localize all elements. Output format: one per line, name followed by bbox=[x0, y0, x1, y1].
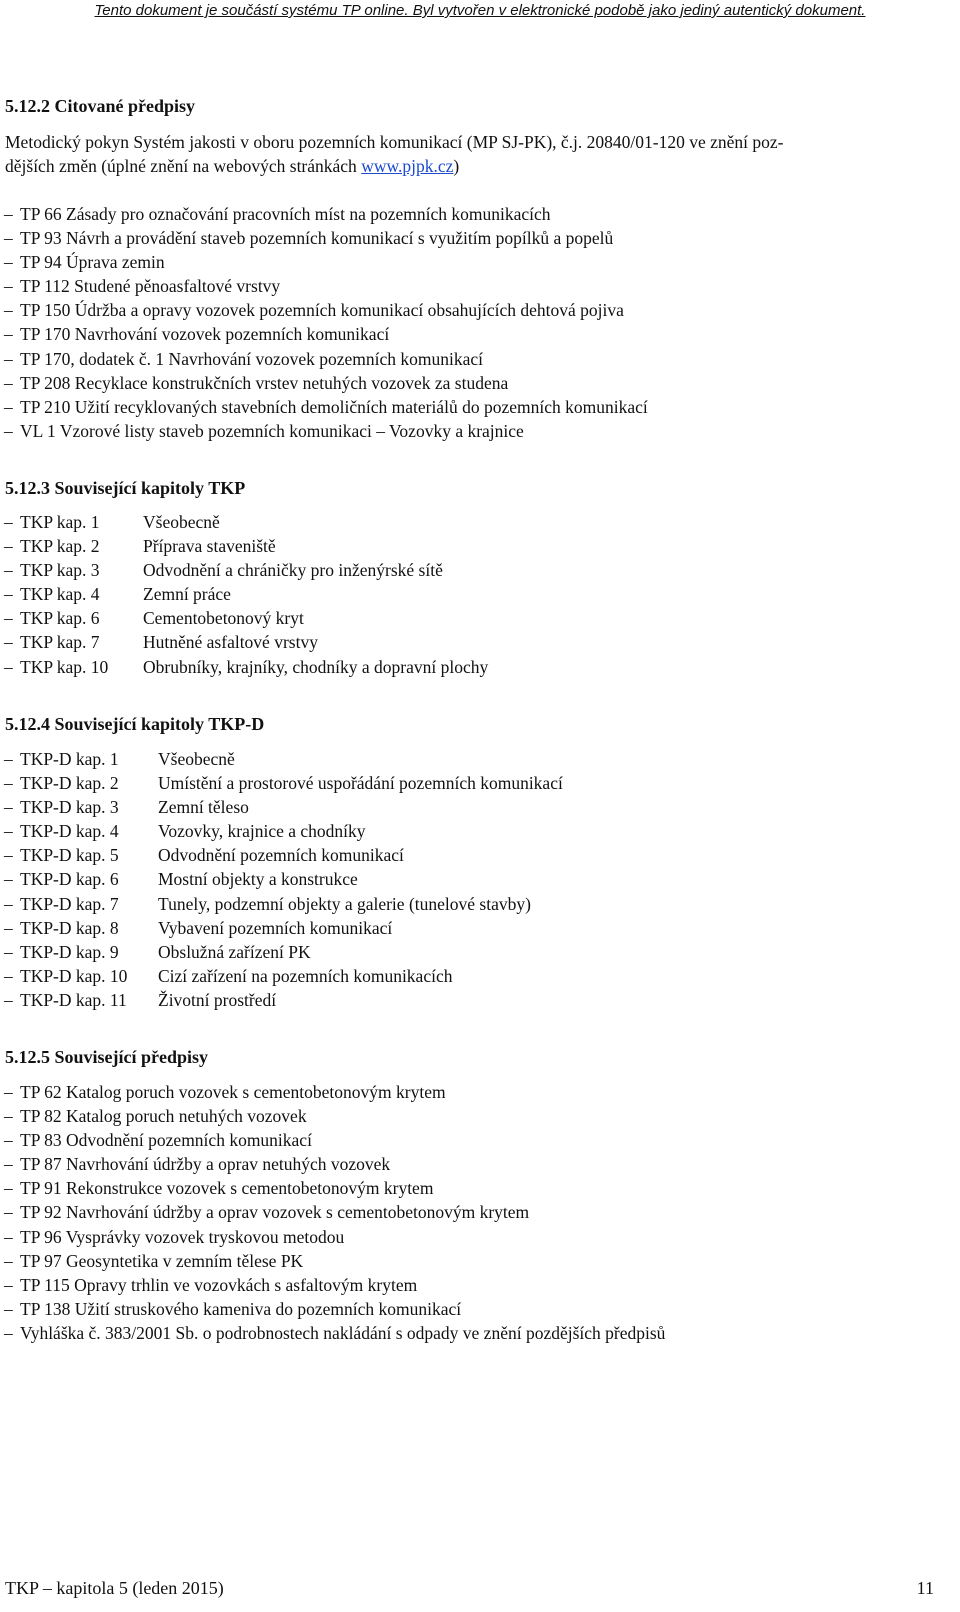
list-item: – TP 150 Údržba a opravy vozovek pozemních komunikací obsahujících dehtová pojiva bbox=[0, 298, 648, 322]
list-item bbox=[0, 606, 304, 630]
footer-page-number: 11 bbox=[916, 1578, 934, 1598]
chapter-title: Příprava staveniště bbox=[143, 536, 276, 557]
intro-text-a: Metodický pokyn Systém jakosti v oboru pozemních komunikací (MP SJ-PK), č.j. 20840/01-120 ve znění poz- bbox=[5, 132, 784, 152]
list-item: – TP 115 Opravy trhlin ve vozovkách s asfaltovým krytem bbox=[0, 1273, 665, 1297]
chapter-code: TKP-D kap. 11 bbox=[20, 989, 127, 1010]
chapter-code: TKP kap. 7 bbox=[20, 632, 100, 653]
section-heading-cited-regulations: 5.12.2 Citované předpisy bbox=[5, 96, 196, 116]
chapter-title: Vybavení pozemních komunikací bbox=[158, 917, 393, 938]
list-item bbox=[0, 988, 277, 1012]
list-item bbox=[0, 630, 318, 654]
list-item bbox=[0, 867, 358, 891]
chapter-code: TKP-D kap. 8 bbox=[20, 917, 119, 938]
section-heading-related-tkp: 5.12.3 Související kapitoly TKP bbox=[5, 478, 246, 498]
chapter-title: Vozovky, krajnice a chodníky bbox=[158, 821, 366, 842]
list-item bbox=[0, 892, 531, 916]
intro-text-c: ) bbox=[453, 156, 460, 176]
chapter-code: TKP-D kap. 4 bbox=[20, 821, 119, 842]
chapter-code: TKP-D kap. 9 bbox=[20, 941, 119, 962]
list-item: – TP 112 Studené pěnoasfaltové vrstvy bbox=[0, 274, 648, 298]
list-item: – TP 94 Úprava zemin bbox=[0, 250, 648, 274]
chapter-code: TKP kap. 6 bbox=[20, 608, 100, 629]
chapter-title: Obrubníky, krajníky, chodníky a dopravní plochy bbox=[143, 656, 489, 677]
list-item bbox=[0, 558, 443, 582]
list-item bbox=[0, 534, 276, 558]
list-item: – TP 170 Navrhování vozovek pozemních komunikací bbox=[0, 322, 648, 346]
chapter-code: TKP-D kap. 5 bbox=[20, 845, 119, 866]
chapter-title: Odvodnění a chráničky pro inženýrské sítě bbox=[143, 560, 443, 581]
chapter-title: Umístění a prostorové uspořádání pozemních komunikací bbox=[158, 773, 563, 794]
chapter-code: TKP-D kap. 2 bbox=[20, 773, 119, 794]
related-tkp-list bbox=[0, 510, 489, 679]
chapter-code: TKP kap. 10 bbox=[20, 656, 109, 677]
chapter-title: Odvodnění pozemních komunikací bbox=[158, 845, 404, 866]
intro-paragraph bbox=[5, 130, 905, 178]
related-tkp-d-list bbox=[0, 747, 563, 1012]
list-item: – TP 138 Užití struskového kameniva do pozemních komunikací bbox=[0, 1297, 665, 1321]
section-heading-related-regulations: 5.12.5 Související předpisy bbox=[5, 1047, 209, 1067]
list-item: – TP 208 Recyklace konstrukčních vrstev netuhých vozovek za studena bbox=[0, 371, 648, 395]
chapter-code: TKP-D kap. 7 bbox=[20, 893, 119, 914]
list-item: – TP 82 Katalog poruch netuhých vozovek bbox=[0, 1104, 665, 1128]
list-item: – TP 66 Zásady pro označování pracovních míst na pozemních komunikacích bbox=[0, 202, 648, 226]
list-item bbox=[0, 964, 453, 988]
related-regulations-list bbox=[0, 1080, 665, 1345]
chapter-code: TKP-D kap. 6 bbox=[20, 869, 119, 890]
chapter-title: Životní prostředí bbox=[158, 989, 277, 1010]
chapter-title: Hutněné asfaltové vrstvy bbox=[143, 632, 318, 653]
chapter-title: Mostní objekty a konstrukce bbox=[158, 869, 358, 890]
list-item bbox=[0, 940, 311, 964]
chapter-code: TKP-D kap. 1 bbox=[20, 749, 119, 769]
list-item bbox=[0, 843, 404, 867]
chapter-code: TKP-D kap. 3 bbox=[20, 797, 119, 818]
list-item: – Vyhláška č. 383/2001 Sb. o podrobnostech nakládání s odpady ve znění pozdějších předpisů bbox=[0, 1321, 665, 1345]
list-item: – TP 96 Vysprávky vozovek tryskovou metodou bbox=[0, 1225, 665, 1249]
footer-document-title: TKP – kapitola 5 (leden 2015) bbox=[5, 1578, 224, 1598]
chapter-code: TKP kap. 4 bbox=[20, 584, 100, 605]
section-heading-related-tkp-d: 5.12.4 Související kapitoly TKP-D bbox=[5, 714, 265, 734]
website-link[interactable]: www.pjpk.cz bbox=[361, 156, 454, 176]
list-item bbox=[0, 582, 231, 606]
list-item bbox=[0, 795, 249, 819]
list-item bbox=[0, 655, 489, 679]
list-item bbox=[0, 916, 393, 940]
chapter-title: Obslužná zařízení PK bbox=[158, 941, 311, 962]
list-item bbox=[0, 510, 220, 534]
chapter-code: TKP kap. 3 bbox=[20, 560, 100, 581]
list-item: – TP 210 Užití recyklovaných stavebních demoličních materiálů do pozemních komunikací bbox=[0, 395, 648, 419]
chapter-title: Zemní práce bbox=[143, 584, 231, 605]
intro-text-b: dějších změn (úplné znění na webových stránkách bbox=[5, 156, 362, 176]
list-item: – TP 83 Odvodnění pozemních komunikací bbox=[0, 1128, 665, 1152]
list-item bbox=[0, 819, 366, 843]
list-item: – VL 1 Vzorové listy staveb pozemních komunikaci – Vozovky a krajnice bbox=[0, 419, 648, 443]
list-item: – TP 92 Navrhování údržby a oprav vozovek s cementobetonovým krytem bbox=[0, 1200, 665, 1224]
chapter-title: Zemní těleso bbox=[158, 797, 249, 818]
list-item: – TP 62 Katalog poruch vozovek s cementobetonovým krytem bbox=[0, 1080, 665, 1104]
cited-regulations-list bbox=[0, 202, 648, 443]
list-item: – TP 97 Geosyntetika v zemním tělese PK bbox=[0, 1249, 665, 1273]
list-item bbox=[0, 771, 563, 795]
list-item bbox=[0, 747, 235, 771]
list-item: – TP 170, dodatek č. 1 Navrhování vozovek pozemních komunikací bbox=[0, 347, 648, 371]
chapter-title: Cizí zařízení na pozemních komunikacích bbox=[158, 965, 453, 986]
chapter-code: TKP-D kap. 10 bbox=[20, 965, 128, 986]
chapter-code: TKP kap. 1 bbox=[20, 512, 100, 532]
chapter-title: Cementobetonový kryt bbox=[143, 608, 304, 629]
chapter-title: Tunely, podzemní objekty a galerie (tunelové stavby) bbox=[158, 893, 531, 914]
list-item: – TP 93 Návrh a provádění staveb pozemních komunikací s využitím popílků a popelů bbox=[0, 226, 648, 250]
chapter-title: Všeobecně bbox=[143, 512, 220, 532]
chapter-title: Všeobecně bbox=[158, 749, 235, 769]
authenticity-banner: Tento dokument je součástí systému TP online. Byl vytvořen v elektronické podobě jako jediný autentický dokument. bbox=[94, 2, 866, 19]
chapter-code: TKP kap. 2 bbox=[20, 536, 100, 557]
list-item: – TP 91 Rekonstrukce vozovek s cementobetonovým krytem bbox=[0, 1176, 665, 1200]
list-item: – TP 87 Navrhování údržby a oprav netuhých vozovek bbox=[0, 1152, 665, 1176]
